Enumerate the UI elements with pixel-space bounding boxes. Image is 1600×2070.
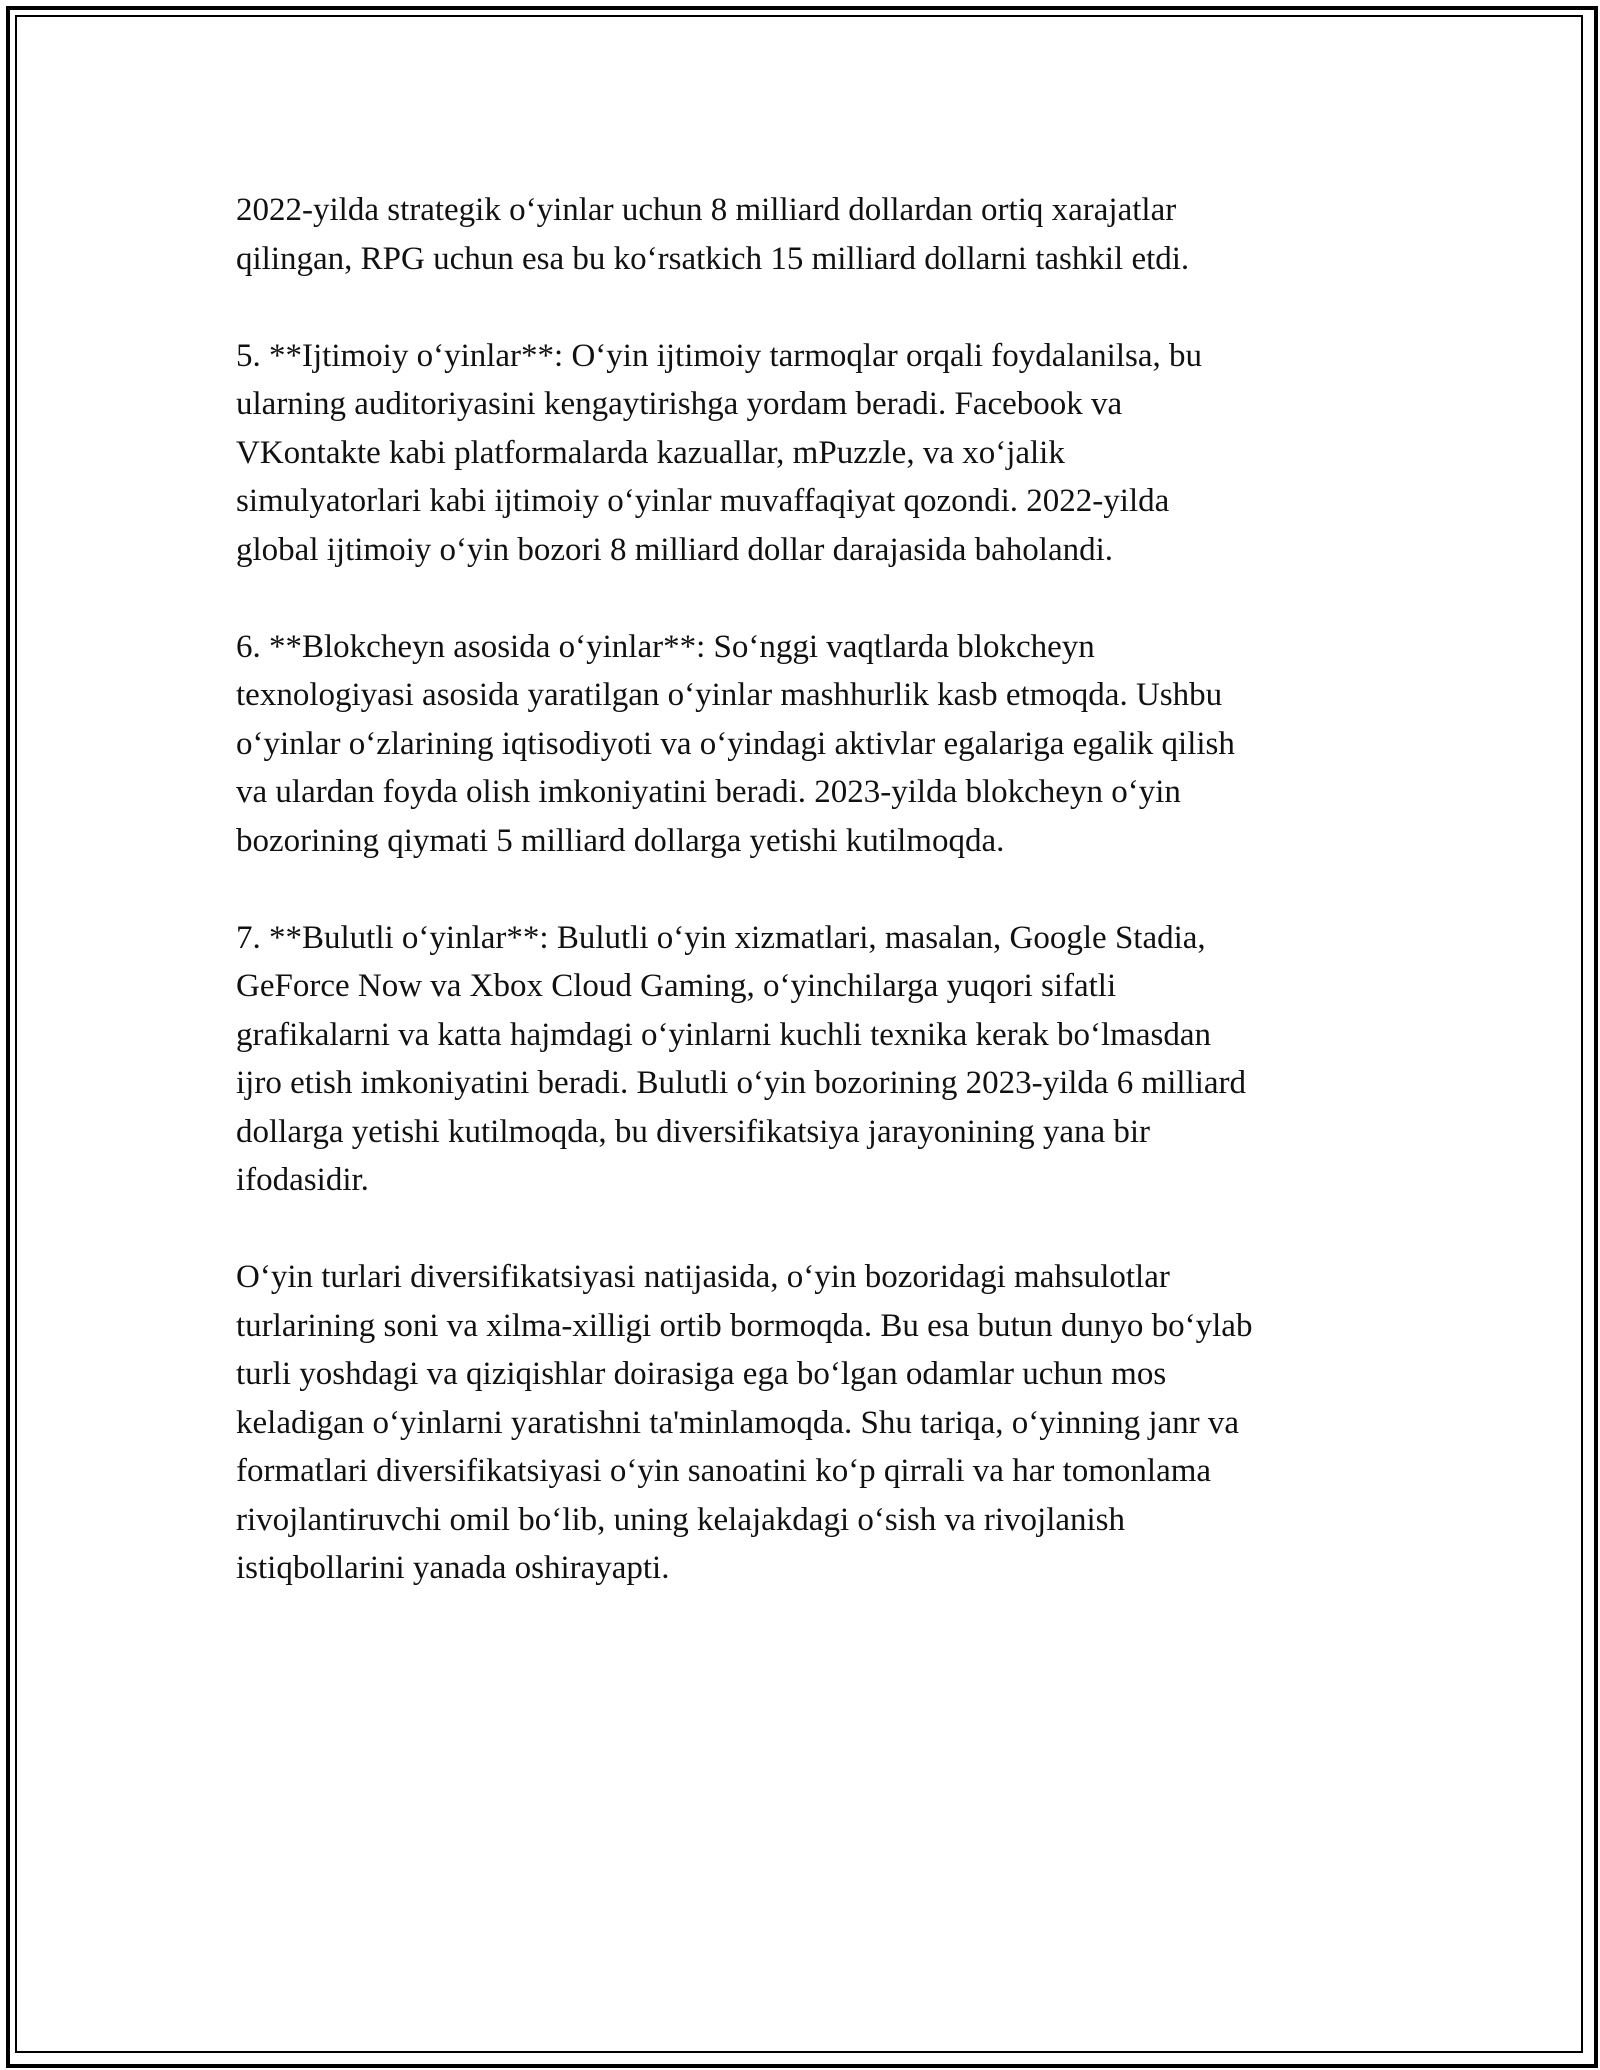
document-body — [236, 186, 1396, 1593]
paragraph-intro-spending: 2022-yilda strategik o‘yinlar uchun 8 milliard dollardan ortiq xarajatlar qilingan, RPG uchun esa bu ko‘rsatkich 15 milliard dollarni tashkil etdi. — [236, 192, 1190, 277]
paragraph-cloud-games: 7. **Bulutli o‘yinlar**: Bulutli o‘yin xizmatlari, masalan, Google Stadia, GeForce Now va Xbox Cloud Gaming, o‘yinchilarga yuqori sifatli grafikalarni va katta hajmdagi o‘yinlarni kuchli texnika kerak bo‘lmasdan ijro etish imkoniyatini beradi. Bulutli o‘yin bozorining 2023-yilda 6 milliard dollarga yetishi kutilmoqda, bu diversifikatsiya jarayonining yana bir ifodasidir. — [236, 919, 1247, 1198]
paragraph-blockchain-games: 6. **Blokcheyn asosida o‘yinlar**: So‘nggi vaqtlarda blokcheyn texnologiyasi asosida yaratilgan o‘yinlar mashhurlik kasb etmoqda. Ushbu o‘yinlar o‘zlarining iqtisodiyoti va o‘yindagi aktivlar egalariga egalik qilish va ulardan foyda olish imkoniyatini beradi. 2023-yilda blokcheyn o‘yin bozorining qiymati 5 milliard dollarga yetishi kutilmoqda. — [236, 628, 1235, 859]
paragraph-conclusion: O‘yin turlari diversifikatsiyasi natijasida, o‘yin bozoridagi mahsulotlar turlarining soni va xilma-xilligi ortib bormoqda. Bu esa butun dunyo bo‘ylab turli yoshdagi va qiziqishlar doirasiga ega bo‘lgan odamlar uchun mos keladigan o‘yinlarni yaratishni ta'minlamoqda. Shu tariqa, o‘yinning janr va formatlari diversifikatsiyasi o‘yin sanoatini ko‘p qirrali va har tomonlama rivojlantiruvchi omil bo‘lib, uning kelajakdagi o‘sish va rivojlanish istiqbollarini yanada oshirayapti. — [236, 1259, 1253, 1586]
paragraph-social-games: 5. **Ijtimoiy o‘yinlar**: O‘yin ijtimoiy tarmoqlar orqali foydalanilsa, bu ularning auditoriyasini kengaytirishga yordam beradi. Facebook va VKontakte kabi platformalarda kazuallar, mPuzzle, va xo‘jalik simulyatorlari kabi ijtimoiy o‘yinlar muvaffaqiyat qozondi. 2022-yilda global ijtimoiy o‘yin bozori 8 milliard dollar darajasida baholandi. — [236, 337, 1202, 568]
